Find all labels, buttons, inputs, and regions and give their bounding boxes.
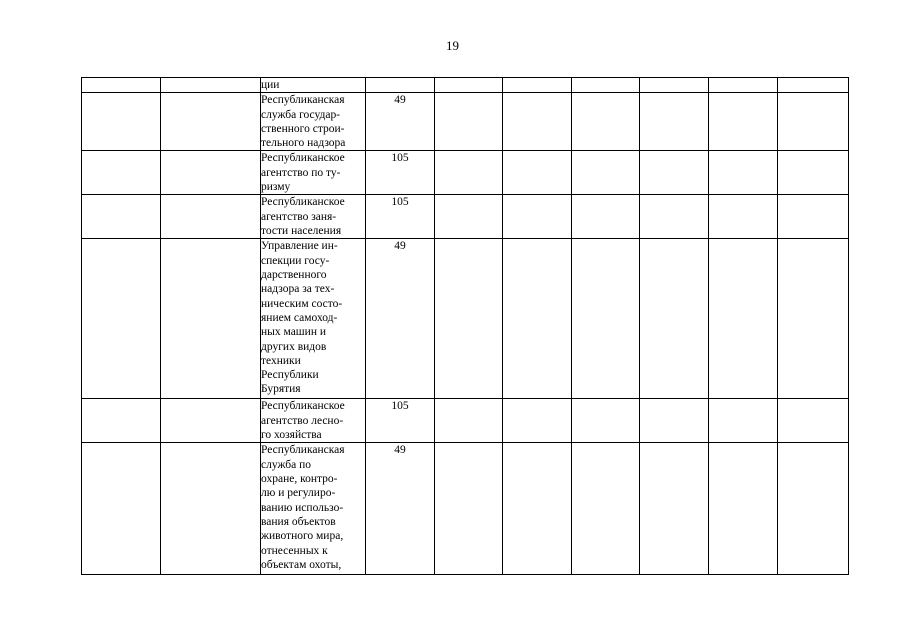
- empty-cell: [435, 443, 503, 575]
- empty-cell: [572, 93, 640, 151]
- organization-text-line: Республиканское: [261, 400, 345, 413]
- empty-cell: [572, 195, 640, 239]
- organization-cell: [261, 151, 366, 195]
- organization-text-line: Республиканское: [261, 196, 345, 209]
- row-empty-cell-2: [161, 151, 261, 195]
- data-table: [81, 77, 849, 575]
- organization-text-line: спекции госу-: [261, 254, 330, 267]
- table-row: [82, 195, 849, 239]
- empty-cell: [709, 78, 778, 93]
- organization-text-line: тости населения: [261, 225, 342, 238]
- organization-text-line: го хозяйства: [261, 429, 322, 442]
- empty-cell: [572, 151, 640, 195]
- organization-cell: [261, 195, 366, 239]
- organization-text-line: других видов: [261, 340, 327, 353]
- empty-cell: [572, 239, 640, 399]
- organization-text-line: дарственного: [261, 269, 327, 282]
- row-empty-cell-2: [161, 93, 261, 151]
- empty-cell: [640, 443, 709, 575]
- empty-cell: [640, 399, 709, 443]
- empty-cell: [503, 195, 572, 239]
- organization-text-line: Республиканская: [261, 444, 345, 457]
- organization-text-line: ции: [261, 79, 280, 91]
- organization-text-line: агентство лесно-: [261, 414, 344, 427]
- table-row: [82, 399, 849, 443]
- organization-cell: [261, 443, 366, 575]
- table-row: [82, 151, 849, 195]
- empty-cell: [435, 239, 503, 399]
- organization-text-line: объектам охоты,: [261, 558, 342, 571]
- organization-text-line: охране, контро-: [261, 473, 338, 486]
- empty-cell: [435, 195, 503, 239]
- organization-text-line: надзора за тех-: [261, 283, 335, 296]
- organization-text-line: отнесенных к: [261, 544, 328, 557]
- organization-text-line: ническим состо-: [261, 297, 343, 310]
- value-cell: 105: [366, 195, 435, 239]
- value-cell: 105: [366, 399, 435, 443]
- organization-text-line: Республиканская: [261, 94, 345, 107]
- row-empty-cell-2: [161, 78, 261, 93]
- value-cell: 49: [366, 443, 435, 575]
- empty-cell: [640, 78, 709, 93]
- organization-text-line: Управление ин-: [261, 240, 338, 253]
- empty-cell: [640, 195, 709, 239]
- page-number: 19: [446, 38, 459, 53]
- organization-text-line: Республиканское: [261, 152, 345, 165]
- empty-cell: [778, 399, 849, 443]
- empty-cell: [709, 239, 778, 399]
- organization-text-line: агентство заня-: [261, 210, 337, 223]
- organization-cell: [261, 399, 366, 443]
- organization-cell: [261, 239, 366, 399]
- organization-text-line: ственного строи-: [261, 122, 345, 135]
- row-empty-cell-2: [161, 399, 261, 443]
- organization-text-line: вания объектов: [261, 515, 336, 528]
- empty-cell: [503, 239, 572, 399]
- table-row: [82, 443, 849, 575]
- empty-cell: [572, 443, 640, 575]
- organization-text-line: янием самоход-: [261, 311, 338, 324]
- empty-cell: [778, 195, 849, 239]
- empty-cell: [778, 239, 849, 399]
- empty-cell: [503, 151, 572, 195]
- organization-text-line: тельного надзора: [261, 137, 346, 150]
- organization-text-line: ризму: [261, 181, 291, 194]
- table-body: [82, 78, 849, 575]
- empty-cell: [435, 399, 503, 443]
- row-empty-cell-2: [161, 239, 261, 399]
- value-cell: 49: [366, 239, 435, 399]
- row-empty-cell-1: [82, 195, 161, 239]
- organization-text-line: лю и регулиро-: [261, 487, 336, 500]
- empty-cell: [640, 151, 709, 195]
- empty-cell: [709, 399, 778, 443]
- empty-cell: [435, 151, 503, 195]
- organization-text-line: Республики: [261, 369, 319, 382]
- row-empty-cell-1: [82, 239, 161, 399]
- empty-cell: [572, 399, 640, 443]
- row-empty-cell-1: [82, 78, 161, 93]
- organization-text-line: служба по: [261, 458, 311, 471]
- empty-cell: [572, 78, 640, 93]
- empty-cell: [778, 151, 849, 195]
- empty-cell: [503, 93, 572, 151]
- empty-cell: [778, 443, 849, 575]
- organization-cell: [261, 93, 366, 151]
- empty-cell: [709, 151, 778, 195]
- empty-cell: [503, 443, 572, 575]
- organization-text-line: служба государ-: [261, 108, 341, 121]
- empty-cell: [503, 399, 572, 443]
- organization-cell: [261, 78, 366, 93]
- empty-cell: [640, 239, 709, 399]
- row-empty-cell-1: [82, 151, 161, 195]
- organization-text-line: агентство по ту-: [261, 166, 341, 179]
- table-row: [82, 93, 849, 151]
- organization-text-line: ных машин и: [261, 326, 327, 339]
- empty-cell: [778, 78, 849, 93]
- organization-text-line: животного мира,: [261, 530, 344, 543]
- value-cell: 49: [366, 93, 435, 151]
- row-empty-cell-1: [82, 93, 161, 151]
- empty-cell: [640, 93, 709, 151]
- organization-text-line: Бурятия: [261, 383, 301, 396]
- row-empty-cell-2: [161, 195, 261, 239]
- empty-cell: [709, 93, 778, 151]
- table-row: [82, 239, 849, 399]
- row-empty-cell-1: [82, 399, 161, 443]
- empty-cell: [709, 443, 778, 575]
- empty-cell: [709, 195, 778, 239]
- row-empty-cell-1: [82, 443, 161, 575]
- table-row: [82, 78, 849, 93]
- organization-text-line: ванию использо-: [261, 501, 344, 514]
- empty-cell: [503, 78, 572, 93]
- empty-cell: [435, 78, 503, 93]
- empty-cell: [435, 93, 503, 151]
- empty-cell: [778, 93, 849, 151]
- value-cell: 105: [366, 151, 435, 195]
- value-cell: [366, 78, 435, 93]
- organization-text-line: техники: [261, 354, 301, 367]
- row-empty-cell-2: [161, 443, 261, 575]
